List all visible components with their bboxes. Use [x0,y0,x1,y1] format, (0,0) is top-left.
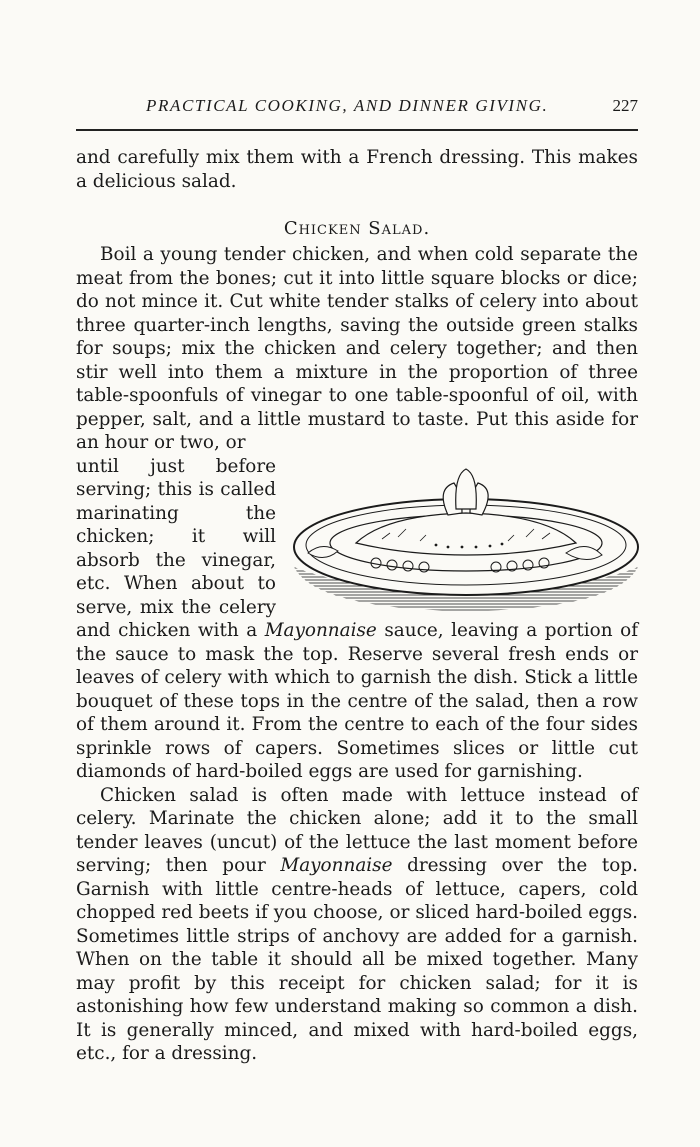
paragraph-2-after: dressing over the top. Garnish with little centre-heads of lettuce, capers, cold chopped red beets if you choose, or sliced hard-boiled eggs. Sometimes little strips of anchovy are added for a garnish. When on the table it should all be mixed together. Many may profit by this receipt for chicken salad; for it is astonishing how few understand making so common a dish. It is generally minced, and mixed with hard-boiled eggs, etc., for a dressing. [76,855,638,1064]
page-body [76,146,638,1066]
mayonnaise-term-2: Mayonnaise [280,855,393,876]
section-heading: Chicken Salad. [283,218,431,239]
paragraph-2-before: Chicken salad is often made with lettuce instead of celery. Marinate the chicken alone; add it to the small tender leaves (uncut) of the lettuce the last moment before serving; then pour [76,784,638,876]
mayonnaise-term: Mayonnaise [264,620,377,641]
paragraph-1-wrap: until just before serving; this is called marinating the chicken; it will absorb the vinegar, etc. When about to serve, mix the celery and chicken with a [76,455,276,641]
paragraph-1-top: Boil a young tender chicken, and when cold separate the meat from the bones; cut it into little square blocks or dice; do not mince it. Cut white tender stalks of celery into about three quarter-inch lengths, saving the outside green stalks for soups; mix the chicken and celery together; and then stir well into them a mixture in the proportion of three table-spoonfuls of vinegar to one table-spoonful of oil, with pepper, salt, and a little mustard to taste. Put this aside for an hour or two, or [76,244,638,453]
running-header [76,96,638,124]
intro-paragraph: and carefully mix them with a French dressing. This makes a delicious salad. [76,147,638,192]
page-number: 227 [612,96,638,115]
paragraph-1-rest: sauce, leaving a portion of the sauce to mask the top. Reserve several fresh ends or leaves of celery with which to garnish the dish. Stick a little bouquet of these tops in the centre of the salad, then a row of them around it. From the centre to each of the four sides sprinkle rows of capers. Sometimes slices or little cut diamonds of hard-boiled eggs are used for garnishing. [76,620,638,782]
salad-platter-icon [286,459,646,619]
platter-illustration [286,459,646,619]
header-rule [76,129,638,131]
running-title: PRACTICAL COOKING, AND DINNER GIVING. [146,96,549,115]
paragraph-2 [76,784,638,1066]
